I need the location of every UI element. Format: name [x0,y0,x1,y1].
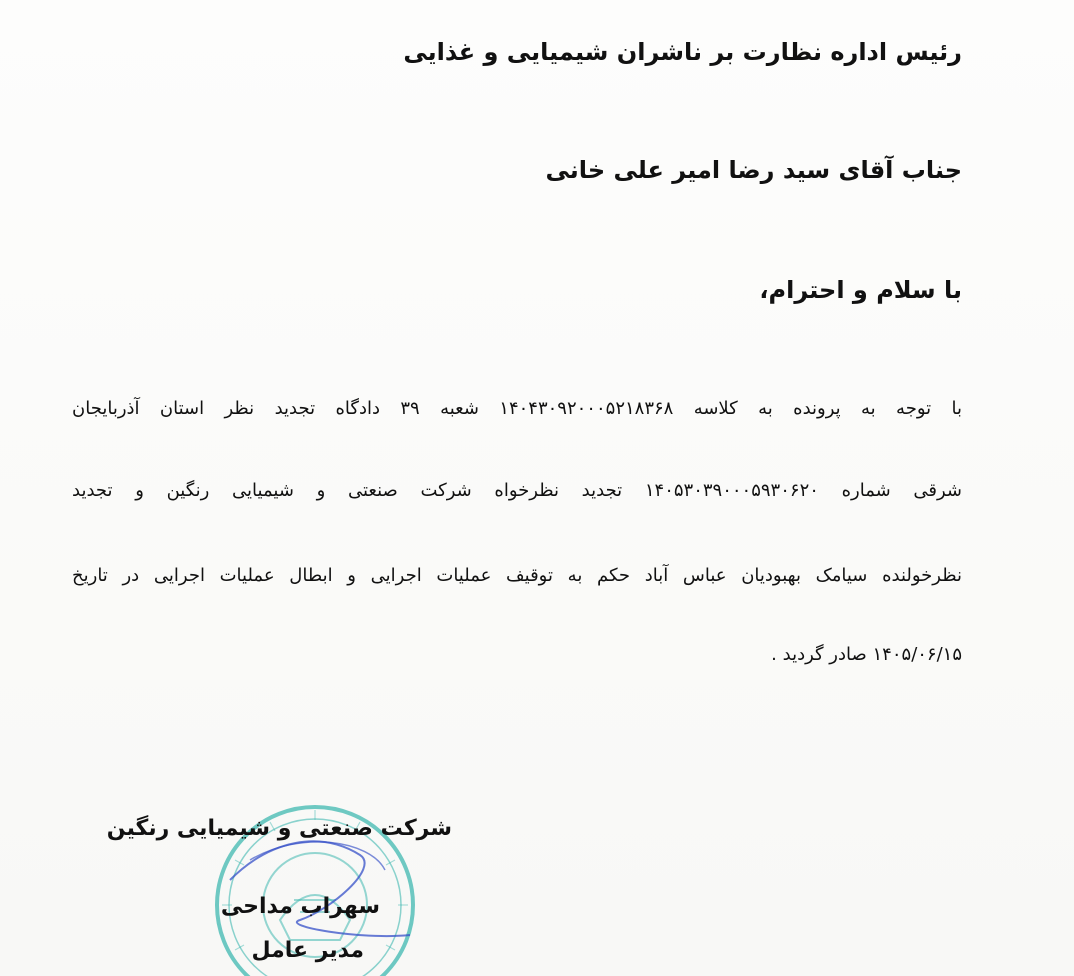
body-line-4: ۱۴۰۵/۰۶/۱۵ صادر گردید . [771,644,962,665]
recipient-line: جناب آقای سید رضا امیر علی خانی [545,156,962,184]
body-line-3: نظرخولنده سیامک بهبودیان عباس آباد حکم به توقیف عملیات اجرایی و ابطال عملیات اجرایی در تاریخ [72,565,962,586]
body-line-1: با توجه به پرونده به کلاسه ۱۴۰۴۳۰۹۲۰۰۰۵۲۱۸۳۶۸ شعبه ۳۹ دادگاه تجدید نظر استان آذربایجان [72,398,963,419]
greeting-line: با سلام و احترام، [759,276,962,304]
addressee-line: رئیس اداره نظارت بر ناشران شیمیایی و غذایی [403,38,962,66]
signature-name: سهراب مداحی [220,894,380,919]
signature-title: مدیر عامل [251,938,364,963]
body-line-2: شرقی شماره ۱۴۰۵۳۰۳۹۰۰۰۵۹۳۰۶۲۰ تجدید نظرخواه شرکت صنعتی و شیمیایی رنگین و تجدید [72,480,962,501]
signature-block [106,798,480,976]
signature-company: شرکت صنعتی و شیمیایی رنگین [106,816,452,841]
